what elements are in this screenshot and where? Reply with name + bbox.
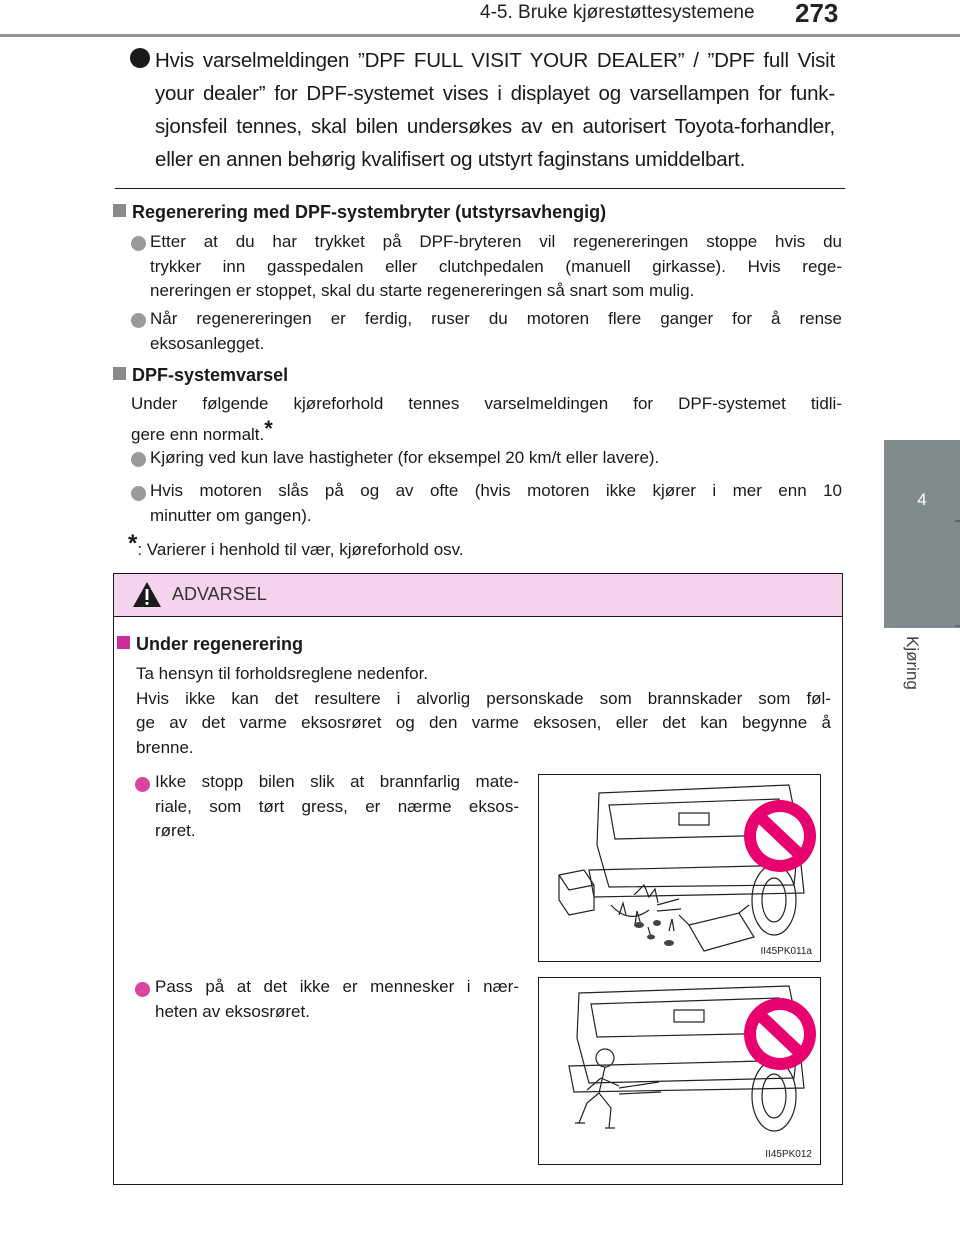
chapter-number: 4 (917, 490, 927, 509)
warning-triangle-icon (132, 581, 162, 608)
illustration-exhaust-person (538, 977, 821, 1165)
section-intro (131, 392, 842, 447)
bullet-dot (130, 48, 150, 68)
bullet-text (150, 307, 842, 356)
figure-code: II45PK011a (760, 946, 812, 957)
section-title: Regenerering med DPF-systembryter (utstyrsavhengig) (132, 202, 607, 222)
text-line (131, 417, 842, 448)
text-line: Kjøring ved kun lave hastigheter (for eksempel 20 km/t eller lavere). (150, 448, 660, 467)
text-line: Hvis ikke kan det resultere i alvorlig personskade som brannskader som føl- (136, 688, 831, 708)
text-line: Pass på at det ikke er mennesker i nær- (155, 977, 519, 996)
top-bullet-text (155, 44, 835, 176)
chapter-label: Kjøring (903, 636, 922, 690)
bullet-text (150, 230, 842, 304)
text-line: Hvis varselmeldingen ”DPF FULL VISIT YOUR DEALER” / ”DPF full Visit (155, 49, 835, 72)
running-header: 4-5. Bruke kjørestøttesystemene (480, 2, 755, 23)
section-heading (113, 202, 606, 223)
truck-rear-person-illustration (539, 978, 820, 1164)
header-rule (0, 34, 960, 37)
text-line: sjonsfeil tennes, skal bilen undersøkes av en autorisert Toyota-forhandler, (155, 115, 835, 138)
section-heading (113, 365, 288, 386)
square-bullet-icon (117, 636, 130, 649)
text-line: Etter at du har trykket på DPF-bryteren vil regenereringen stoppe hvis du (150, 232, 842, 251)
warning-subheading (117, 634, 303, 655)
tab-marker (955, 520, 960, 522)
section-title: DPF-systemvarsel (132, 365, 289, 385)
bullet-dot (131, 313, 146, 328)
bullet-dot (131, 486, 146, 501)
text-line: eller en annen behørig kvalifisert og utstyrt faginstans umiddelbart. (155, 148, 746, 171)
text-span: gere enn normalt. (131, 424, 265, 444)
square-bullet-icon (113, 367, 126, 380)
truck-rear-illustration (539, 775, 820, 961)
bullet-dot (135, 982, 150, 997)
text-line: eksosanlegget. (150, 333, 265, 353)
illustration-exhaust-grass (538, 774, 821, 962)
footnote-text: : Varierer i henhold til vær, kjøreforhold osv. (137, 540, 464, 559)
asterisk-mark: * (128, 530, 138, 557)
text-line: røret. (155, 821, 196, 840)
text-line: Ta hensyn til forholdsreglene nedenfor. (136, 664, 429, 683)
warning-title: ADVARSEL (172, 584, 267, 604)
warning-item (155, 975, 519, 1024)
text-line: your dealer” for DPF-systemet vises i displayet og varsellampen for funk- (155, 82, 835, 105)
page-number: 273 (795, 0, 839, 28)
bullet-dot (131, 452, 146, 467)
chapter-tab (884, 440, 960, 628)
text-line: riale, som tørt gress, er nærme eksos- (155, 796, 519, 816)
warning-item (155, 770, 519, 844)
text-line: brenne. (136, 737, 194, 757)
text-line: nereringen er stoppet, skal du starte regenereringen så snart som mulig. (150, 281, 695, 300)
warning-header (114, 574, 842, 617)
square-bullet-icon (113, 204, 126, 217)
chapter-label-box (884, 628, 960, 728)
bullet-dot (131, 236, 146, 251)
text-line: Når regenereringen er ferdig, ruser du motoren flere ganger for å rense (150, 309, 842, 328)
bullet-text (150, 446, 842, 471)
figure-code: II45PK012 (765, 1149, 812, 1160)
text-line: Ikke stopp bilen slik at brannfarlig mate- (155, 772, 519, 791)
text-line: heten av eksosrøret. (155, 1001, 310, 1021)
bullet-dot (135, 777, 150, 792)
text-line: trykker inn gasspedalen eller clutchpedalen (manuell girkasse). Hvis rege- (150, 256, 842, 276)
text-line: Under følgende kjøreforhold tennes varselmeldingen for DPF-systemet tidli- (131, 394, 842, 413)
warning-subtitle: Under regenerering (136, 634, 304, 654)
text-line: Hvis motoren slås på og av ofte (hvis motoren ikke kjører i mer enn 10 (150, 481, 842, 500)
warning-text (136, 662, 831, 760)
asterisk-mark: * (264, 415, 273, 441)
bullet-text (150, 479, 842, 528)
footnote (128, 532, 828, 563)
section-rule (115, 188, 845, 189)
text-line: ge av det varme eksosrøret og den varme eksosen, eller det kan begynne å (136, 713, 831, 732)
tab-marker (955, 625, 960, 627)
warning-box (113, 573, 843, 1185)
text-line: minutter om gangen). (150, 505, 312, 525)
